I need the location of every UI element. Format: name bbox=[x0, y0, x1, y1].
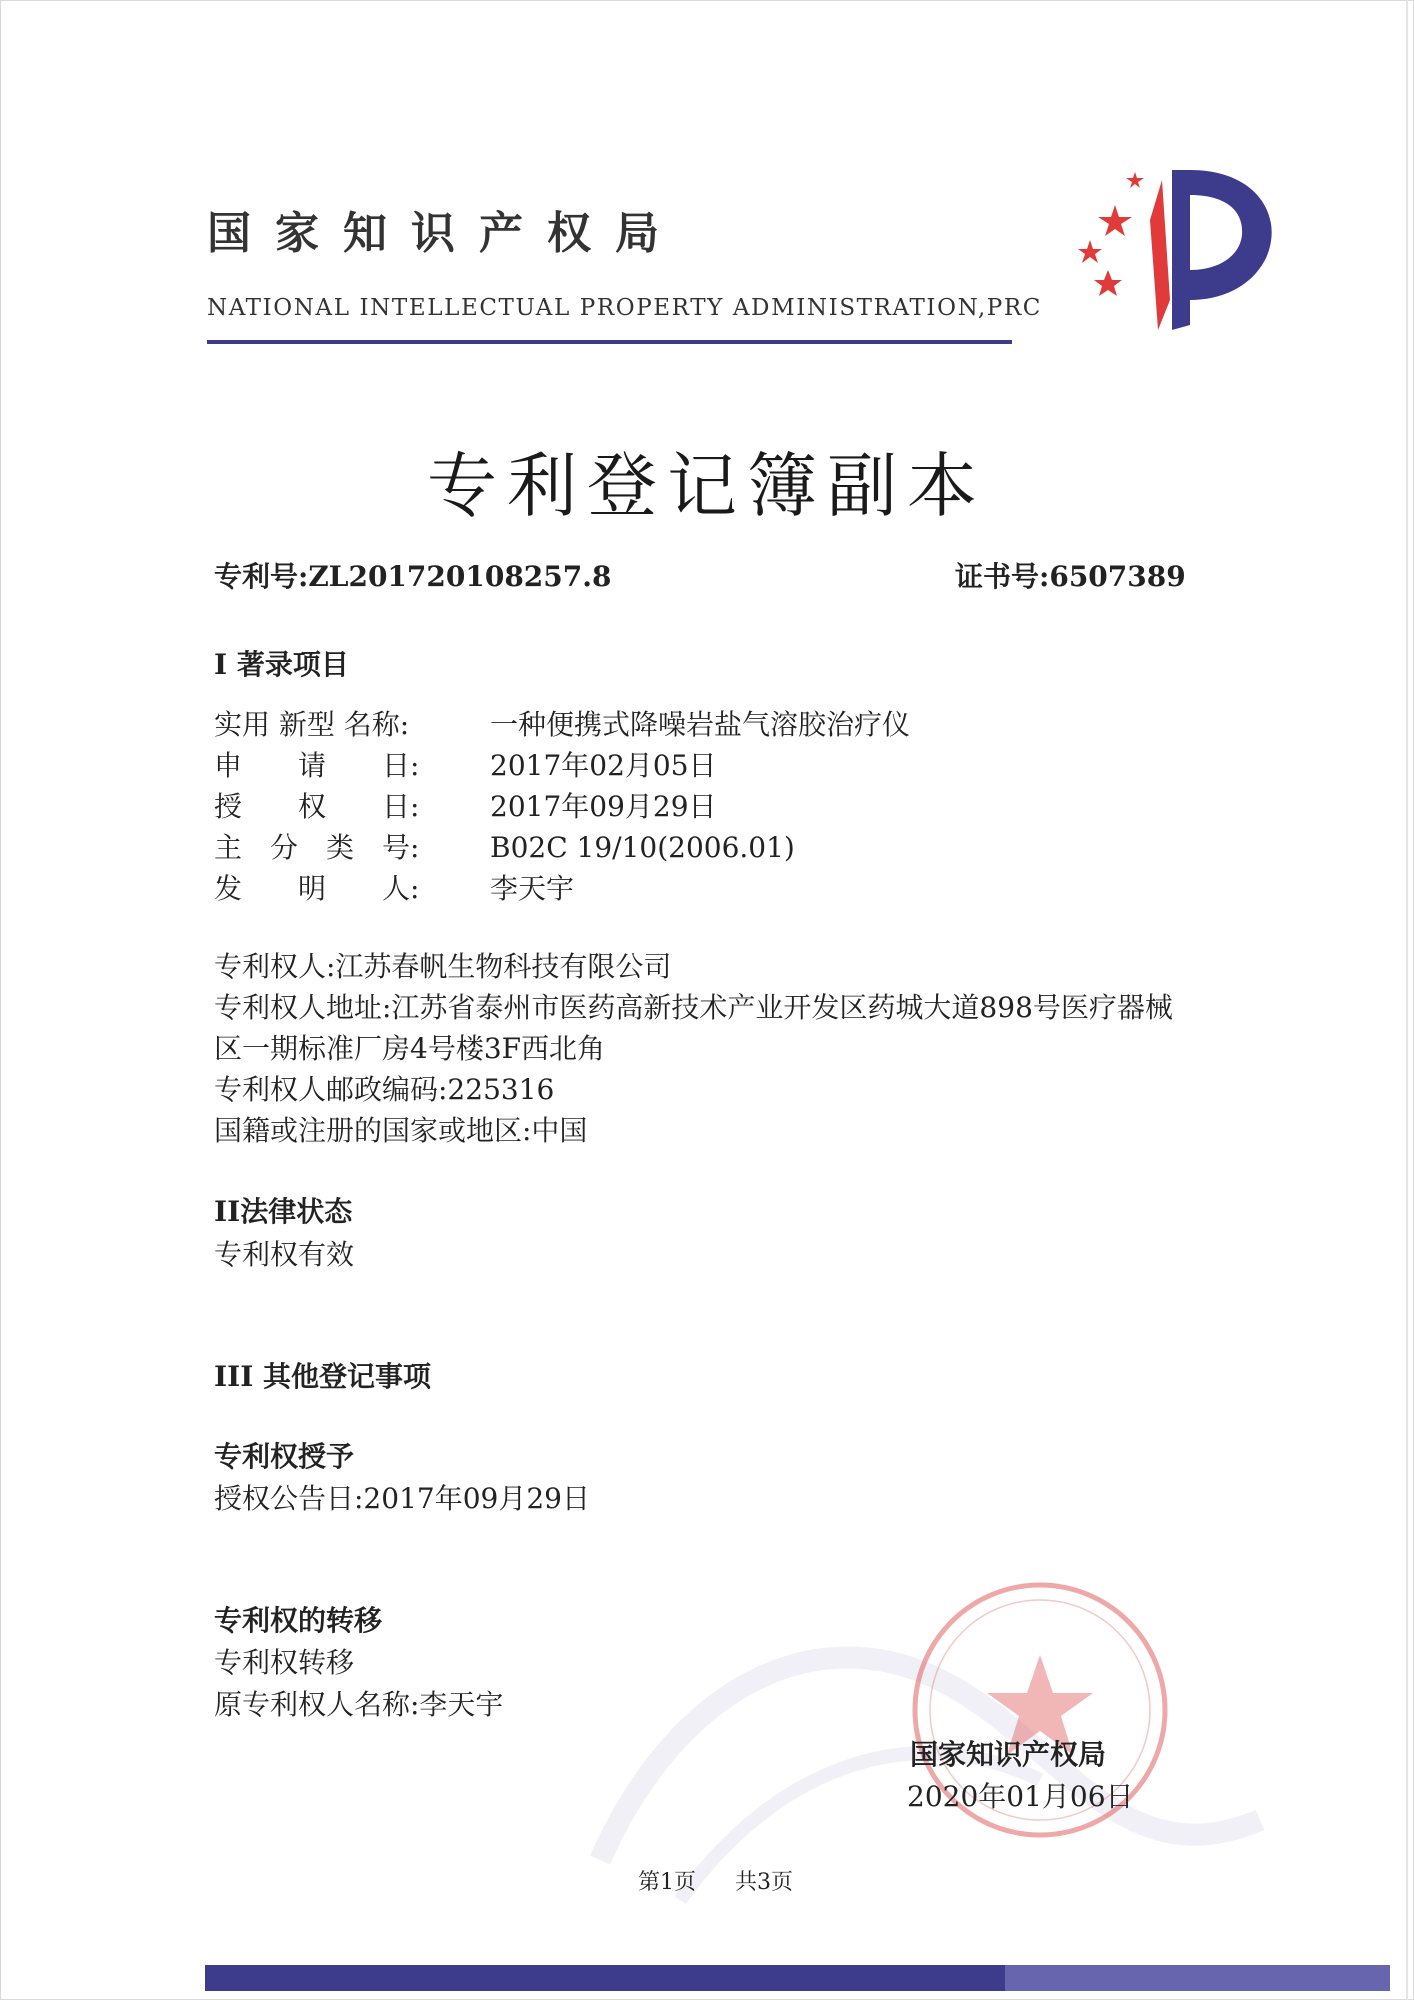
patentee-postcode: 专利权人邮政编码:225316 bbox=[214, 1073, 555, 1106]
utility-model-name-label: 实用 新型 名称: bbox=[214, 708, 410, 741]
footer-bar-right bbox=[1005, 1965, 1390, 1991]
section1-heading: I 著录项目 bbox=[214, 648, 349, 681]
transfer-heading: 专利权的转移 bbox=[214, 1604, 383, 1637]
signature-date: 2020年01月06日 bbox=[907, 1780, 1134, 1813]
org-name-en: NATIONAL INTELLECTUAL PROPERTY ADMINISTRATION,PRC bbox=[207, 295, 1042, 321]
nationality: 国籍或注册的国家或地区:中国 bbox=[214, 1114, 588, 1147]
page-total: 共3页 bbox=[735, 1870, 793, 1895]
page-number: 第1页 bbox=[638, 1870, 696, 1895]
signature-org: 国家知识产权局 bbox=[910, 1738, 1107, 1771]
grant-heading: 专利权授予 bbox=[214, 1440, 355, 1473]
patentee-address: 专利权人地址:江苏省泰州市医药高新技术产业开发区药城大道898号医疗器械 bbox=[214, 991, 1173, 1024]
org-name-cn: 国家知识产权局 bbox=[207, 208, 683, 259]
section3-heading: III 其他登记事项 bbox=[214, 1360, 432, 1393]
grant-date-value: 2017年09月29日 bbox=[490, 790, 717, 823]
filing-date-value: 2017年02月05日 bbox=[490, 749, 717, 782]
page-title: 专利登记簿副本 bbox=[427, 445, 987, 527]
page-edge bbox=[1406, 0, 1408, 2000]
patentee-address-cont: 区一期标准厂房4号楼3F西北角 bbox=[214, 1032, 606, 1065]
cnipa-logo-icon bbox=[1060, 160, 1275, 330]
transfer-text: 专利权转移 bbox=[214, 1646, 355, 1679]
original-patentee: 原专利权人名称:李天宇 bbox=[214, 1688, 504, 1721]
inventor-value: 李天宇 bbox=[490, 872, 575, 905]
header-divider bbox=[207, 340, 1012, 344]
section2-heading: II法律状态 bbox=[214, 1195, 353, 1228]
inventor-label: 发 明 人: bbox=[214, 872, 420, 905]
patentee: 专利权人:江苏春帆生物科技有限公司 bbox=[214, 950, 672, 983]
main-class-label: 主 分 类 号: bbox=[214, 831, 420, 864]
grant-date-label: 授 权 日: bbox=[214, 790, 420, 823]
main-class-value: B02C 19/10(2006.01) bbox=[490, 831, 795, 864]
patent-number: 专利号:ZL201720108257.8 bbox=[214, 560, 612, 593]
grant-announcement-date: 授权公告日:2017年09月29日 bbox=[214, 1482, 590, 1515]
filing-date-label: 申 请 日: bbox=[214, 749, 420, 782]
legal-status: 专利权有效 bbox=[214, 1238, 355, 1271]
certificate-number: 证书号:6507389 bbox=[955, 560, 1186, 593]
utility-model-name-value: 一种便携式降噪岩盐气溶胶治疗仪 bbox=[490, 708, 911, 741]
footer-bar bbox=[205, 1965, 1005, 1991]
